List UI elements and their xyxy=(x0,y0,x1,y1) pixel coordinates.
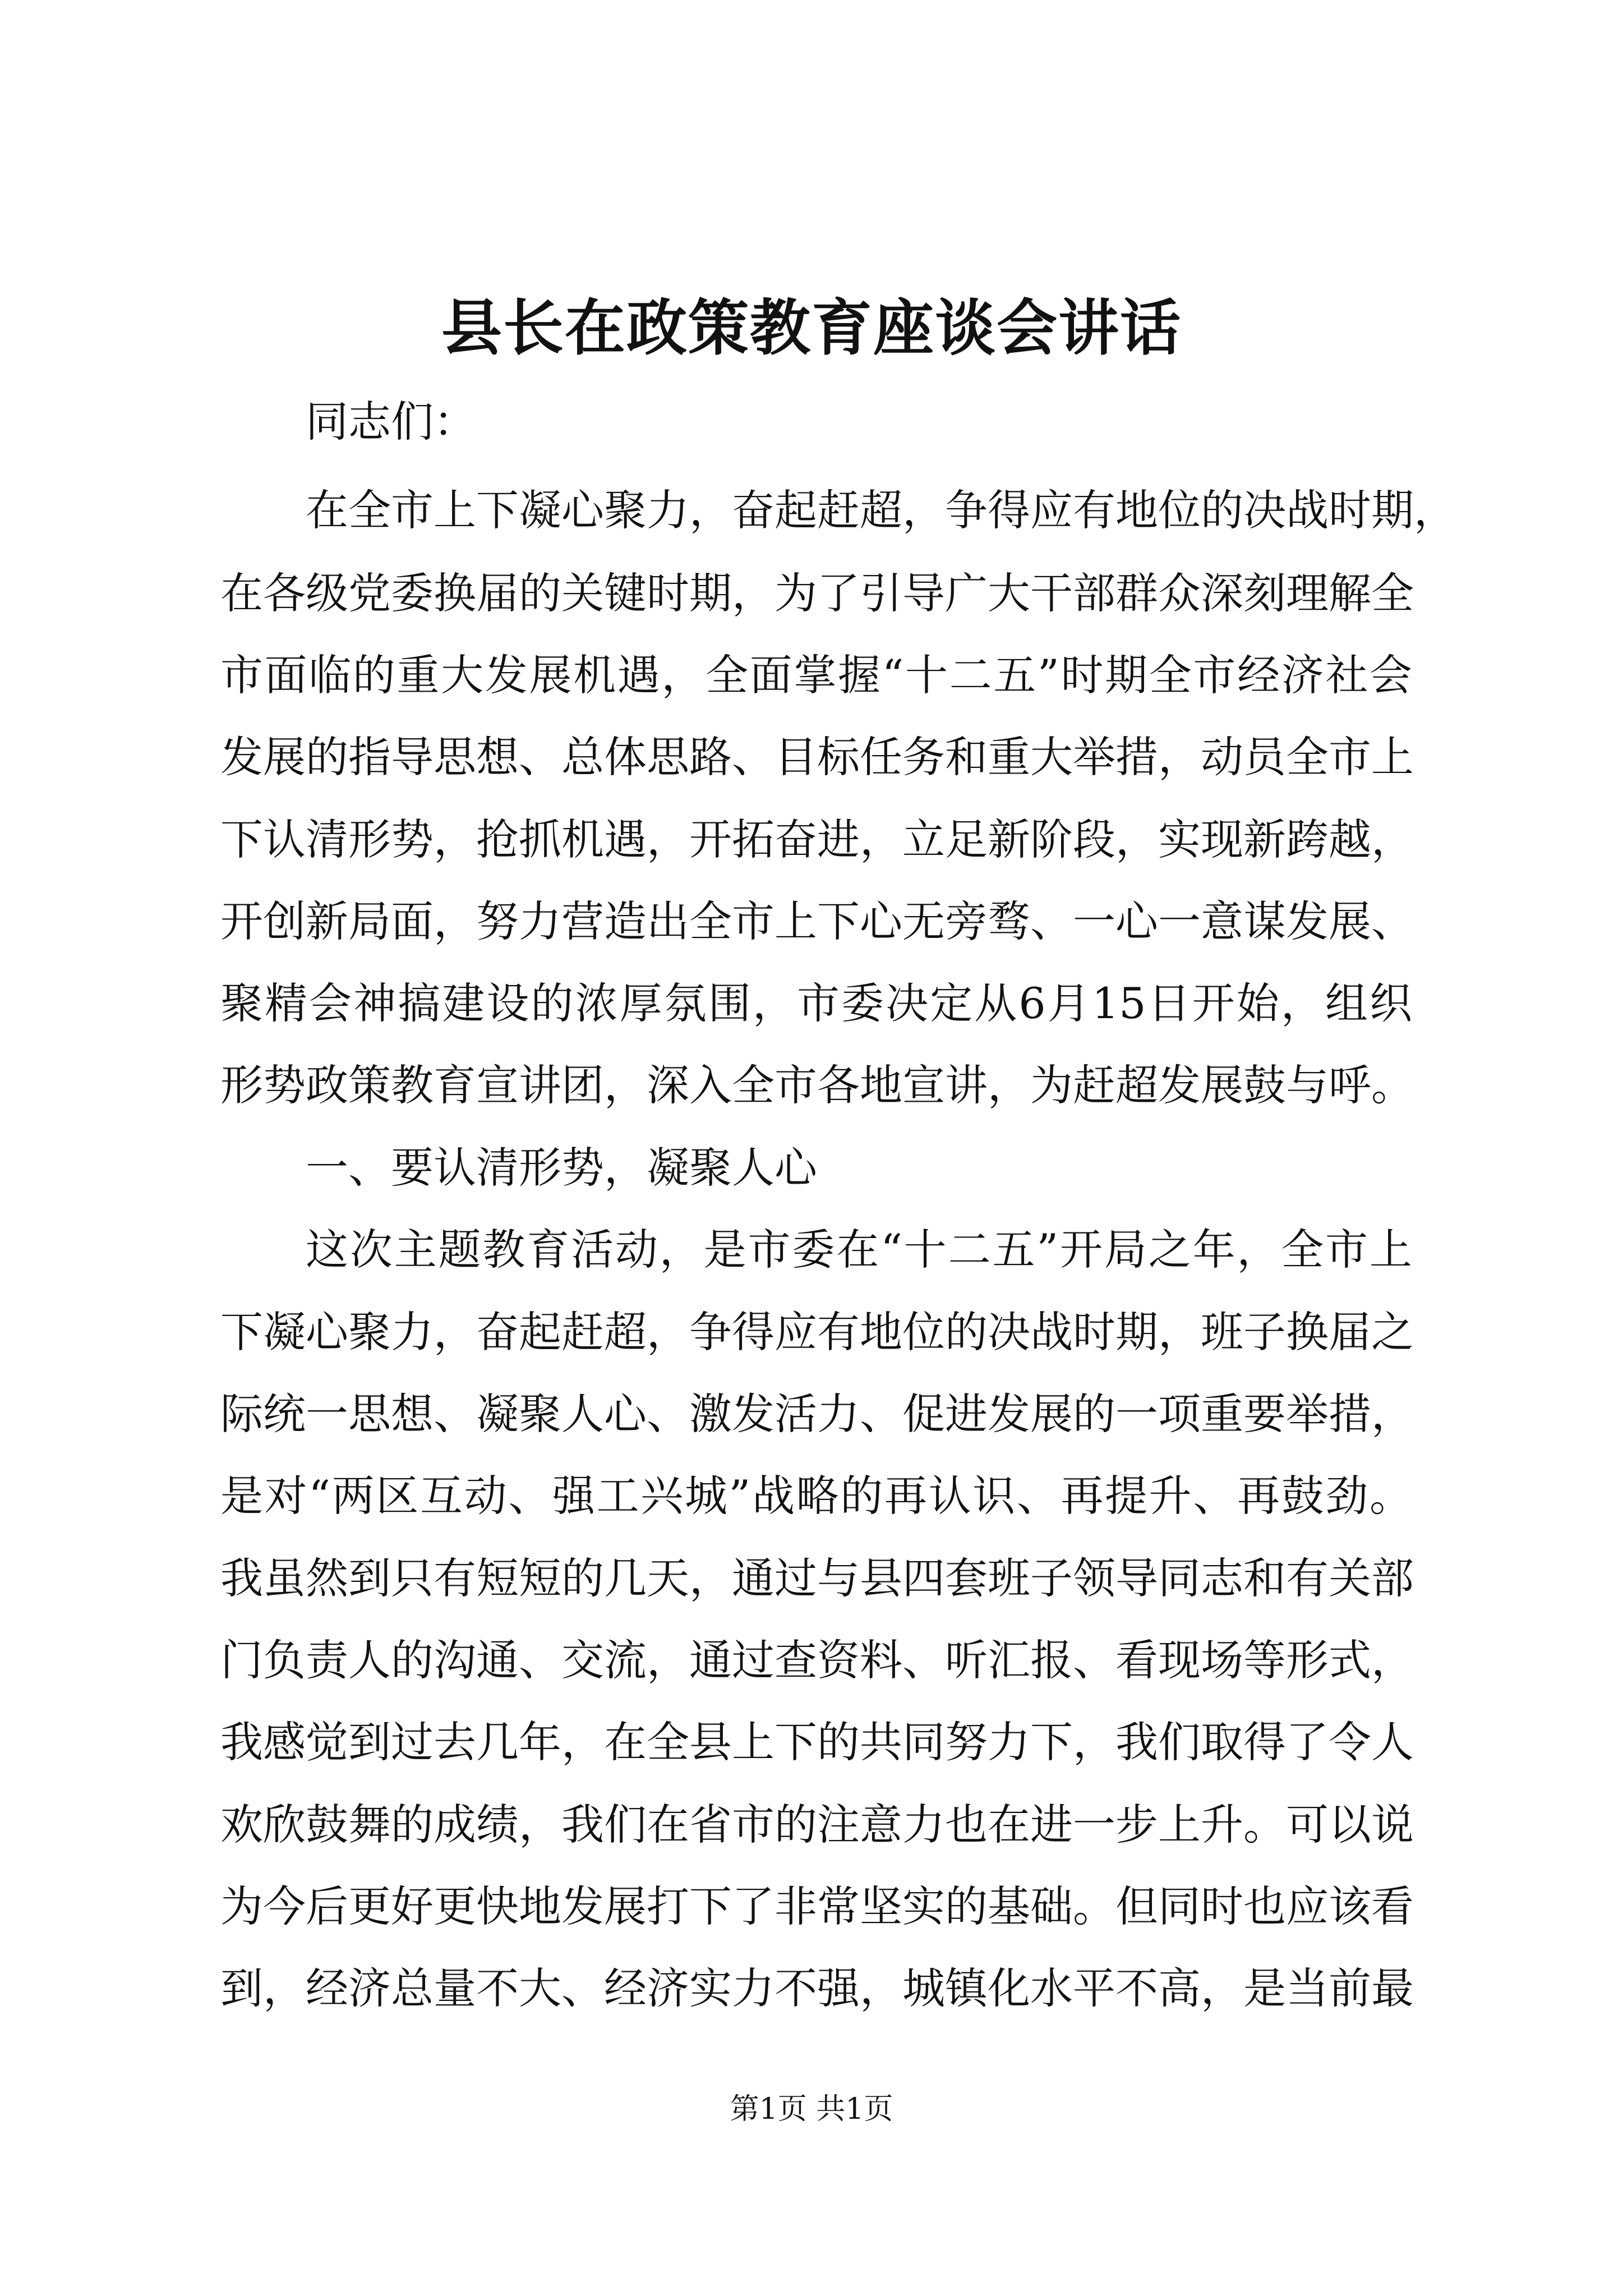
paragraph-line: 门负责人的沟通、交流，通过查资料、听汇报、看现场等形式， xyxy=(220,1635,1414,1685)
paragraph-line: 开创新局面，努力营造出全市上下心无旁骛、一心一意谋发展、 xyxy=(220,896,1414,946)
paragraph-line: 下凝心聚力，奋起赶超，争得应有地位的决战时期，班子换届之 xyxy=(220,1307,1414,1357)
paragraph-line: 欢欣鼓舞的成绩，我们在省市的注意力也在进一步上升。可以说 xyxy=(220,1800,1414,1849)
paragraph-line: 到，经济总量不大、经济实力不强，城镇化水平不高，是当前最 xyxy=(220,1963,1414,2013)
paragraph-line: 是对“两区互动、强工兴城”战略的再认识、再提升、再鼓劲。 xyxy=(220,1471,1412,1521)
paragraph-line: 在各级党委换届的关键时期，为了引导广大干部群众深刻理解全 xyxy=(220,568,1414,618)
document-title: 县长在政策教育座谈会讲话 xyxy=(441,293,1182,364)
salutation-line: 同志们： xyxy=(306,397,476,447)
section-heading: 一、要认清形势，凝聚人心 xyxy=(306,1143,817,1193)
paragraph-line: 际统一思想、凝聚人心、激发活力、促进发展的一项重要举措， xyxy=(220,1389,1414,1439)
paragraph-line: 下认清形势，抢抓机遇，开拓奋进，立足新阶段，实现新跨越， xyxy=(220,815,1414,864)
paragraph-line: 聚精会神搞建设的浓厚氛围，市委决定从6月15日开始，组织 xyxy=(220,978,1412,1028)
paragraph-line: 形势政策教育宣讲团，深入全市各地宣讲，为赶超发展鼓与呼。 xyxy=(220,1060,1414,1110)
paragraph-line: 我虽然到只有短短的几天，通过与县四套班子领导同志和有关部 xyxy=(220,1553,1414,1603)
paragraph-line: 这次主题教育活动，是市委在“十二五”开局之年，全市上 xyxy=(306,1225,1412,1274)
paragraph-line: 我感觉到过去几年，在全县上下的共同努力下，我们取得了令人 xyxy=(220,1717,1414,1767)
page-footer: 第1页 共1页 xyxy=(730,2092,893,2126)
paragraph-line: 市面临的重大发展机遇，全面掌握“十二五”时期全市经济社会 xyxy=(220,650,1412,700)
paragraph-line: 发展的指导思想、总体思路、目标任务和重大举措，动员全市上 xyxy=(220,732,1414,782)
paragraph-line: 为今后更好更快地发展打下了非常坚实的基础。但同时也应该看 xyxy=(220,1881,1414,1931)
paragraph-line: 在全市上下凝心聚力，奋起赶超，争得应有地位的决战时期， xyxy=(306,485,1456,535)
